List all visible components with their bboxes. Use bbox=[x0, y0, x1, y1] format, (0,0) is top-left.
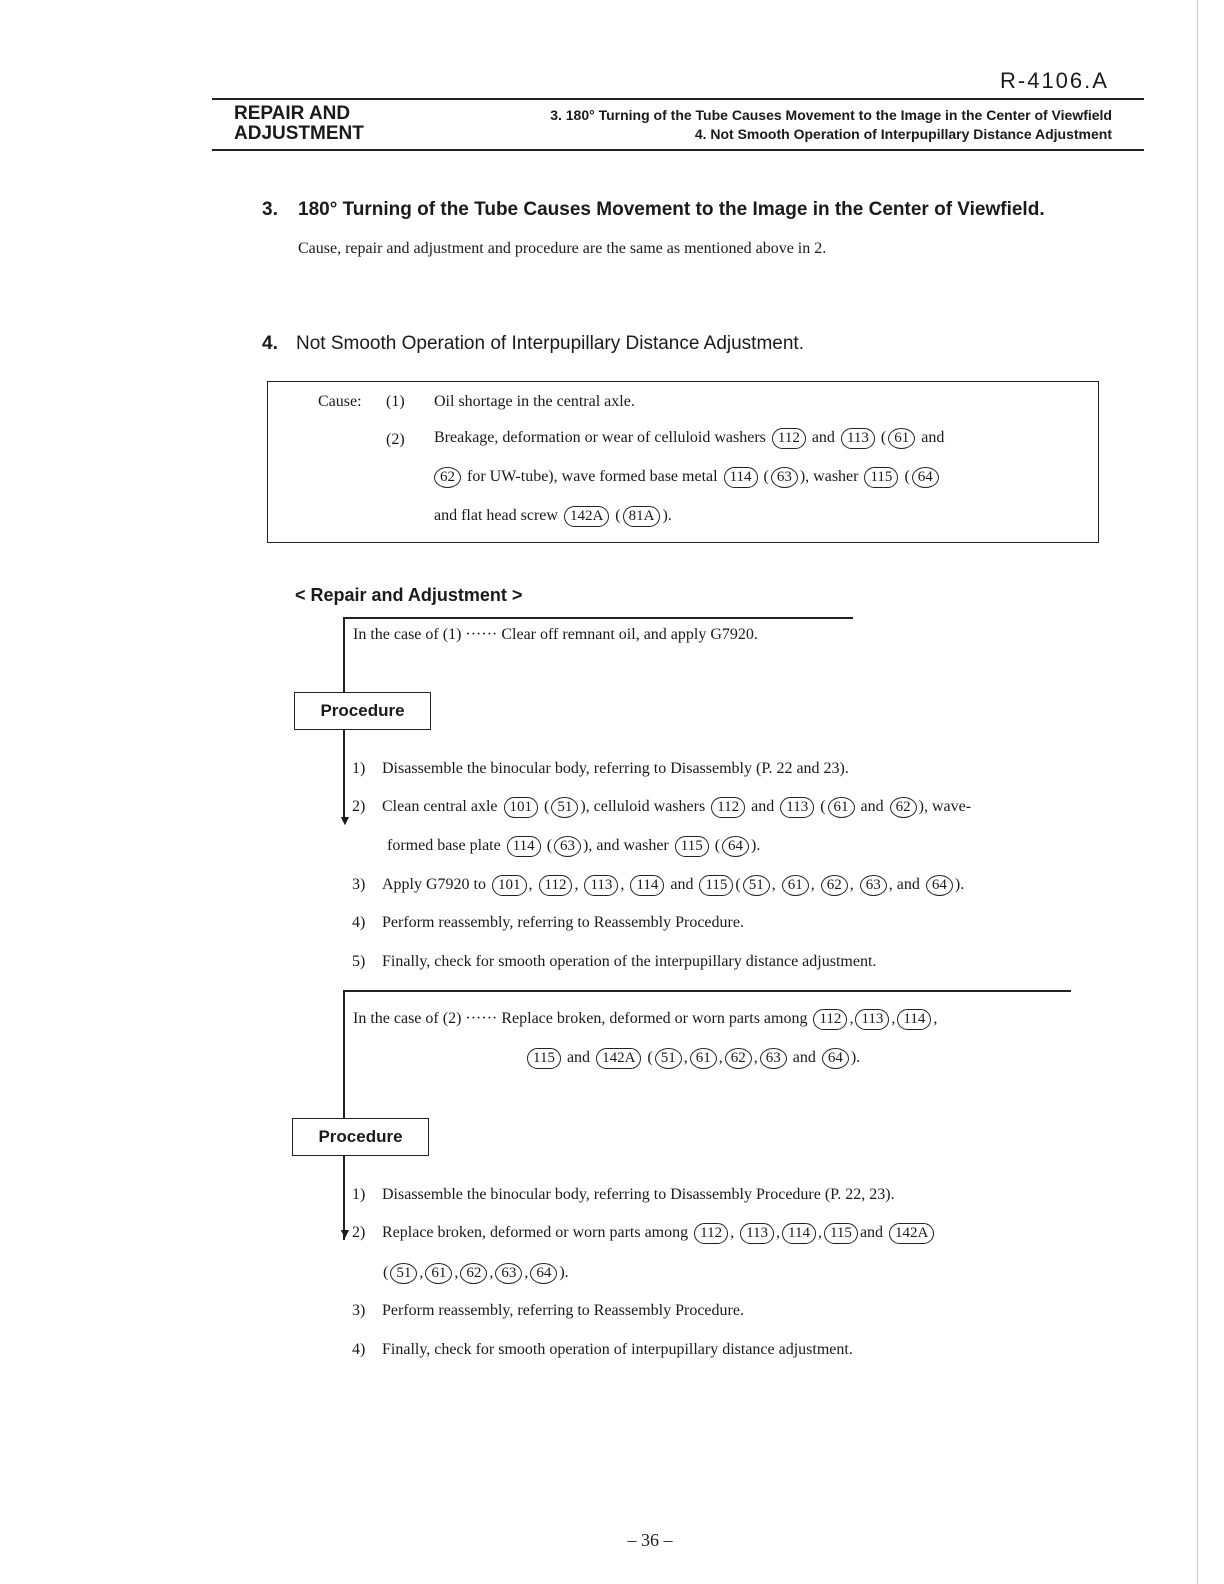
part-51: 51 bbox=[743, 875, 770, 896]
scan-edge-line bbox=[1197, 0, 1198, 1584]
header-topics bbox=[440, 106, 1112, 144]
part-142a: 142A bbox=[889, 1223, 934, 1244]
part-114: 114 bbox=[782, 1223, 816, 1244]
part-61: 61 bbox=[828, 797, 855, 818]
part-112: 112 bbox=[539, 875, 573, 896]
part-51: 51 bbox=[655, 1048, 682, 1069]
steps1-step5: 5) Finally, check for smooth operation of the interpupillary distance adjustment. bbox=[352, 953, 877, 970]
steps2-step2-line2: ( 51 , 61 , 62 , 63 , 64 ). bbox=[383, 1263, 569, 1284]
part-112: 112 bbox=[772, 428, 806, 449]
part-61: 61 bbox=[782, 875, 809, 896]
part-101: 101 bbox=[492, 875, 527, 896]
flow1-arrow-icon: ▼ bbox=[338, 814, 352, 829]
header-topic-2: 4. Not Smooth Operation of Interpupillary Distance Adjustment bbox=[694, 126, 1112, 142]
and-word: and bbox=[811, 429, 835, 446]
part-63: 63 bbox=[554, 836, 581, 857]
part-113: 113 bbox=[855, 1009, 889, 1030]
header-rule-top bbox=[212, 98, 1144, 100]
section-label bbox=[234, 104, 364, 144]
case1-rule bbox=[343, 617, 853, 619]
steps1-step4: 4) Perform reassembly, referring to Reassembly Procedure. bbox=[352, 914, 744, 931]
open-paren: ( bbox=[615, 507, 621, 524]
flat-head-text: and flat head screw bbox=[434, 507, 558, 524]
steps2-step4: 4) Finally, check for smooth operation of interpupillary distance adjustment. bbox=[352, 1341, 853, 1358]
part-142a: 142A bbox=[596, 1048, 641, 1069]
part-114: 114 bbox=[897, 1009, 931, 1030]
open-paren: ( bbox=[763, 468, 769, 485]
part-64: 64 bbox=[530, 1263, 557, 1284]
cause1-number: (1) bbox=[386, 393, 405, 410]
section3-title: 180° Turning of the Tube Causes Movement to the Image in the Center of Viewfield. bbox=[298, 199, 1045, 220]
section4-title: Not Smooth Operation of Interpupillary Distance Adjustment. bbox=[296, 333, 804, 354]
part-113: 113 bbox=[740, 1223, 774, 1244]
part-112: 112 bbox=[813, 1009, 847, 1030]
part-114: 114 bbox=[507, 836, 541, 857]
steps2-step2: 2) Replace broken, deformed or worn parts among 112 , 113 , 114 , 115 and 142A bbox=[352, 1223, 936, 1244]
cause-label: Cause: bbox=[318, 393, 362, 410]
cause2-line3 bbox=[434, 506, 672, 527]
steps1-step3: 3) Apply G7920 to 101 , 112 , 113 , 114 and 115 ( 51 , 61 , 62 , 63 , and 64 ). bbox=[352, 875, 964, 896]
part-114: 114 bbox=[630, 875, 664, 896]
open-paren: ( bbox=[880, 429, 887, 446]
and-word: and bbox=[921, 429, 945, 446]
part-64: 64 bbox=[722, 836, 749, 857]
washer-text: ), washer bbox=[799, 468, 859, 485]
part-51: 51 bbox=[390, 1263, 417, 1284]
part-62: 62 bbox=[821, 875, 848, 896]
part-112: 112 bbox=[711, 797, 745, 818]
part-115: 115 bbox=[675, 836, 709, 857]
flow2-line bbox=[343, 990, 345, 1240]
page-number: – 36 – bbox=[627, 1530, 673, 1550]
case2-rule bbox=[343, 990, 1071, 992]
case1-text: In the case of (1) ······ Clear off remnant oil, and apply G7920. bbox=[353, 626, 758, 643]
part-61: 61 bbox=[690, 1048, 717, 1069]
part-62: 62 bbox=[460, 1263, 487, 1284]
section-label-line1: REPAIR AND bbox=[234, 103, 351, 124]
procedure-box-2: Procedure bbox=[292, 1118, 429, 1156]
document-number: R-4106.A bbox=[1000, 68, 1109, 93]
for-uw-text: for UW-tube), wave formed base metal bbox=[467, 468, 718, 485]
part-51: 51 bbox=[551, 797, 578, 818]
section3-body: Cause, repair and adjustment and procedure are the same as mentioned above in 2. bbox=[298, 240, 827, 257]
part-63: 63 bbox=[760, 1048, 787, 1069]
flow2-arrow-icon: ▼ bbox=[338, 1227, 352, 1242]
part-142a: 142A bbox=[564, 506, 609, 527]
part-64: 64 bbox=[926, 875, 953, 896]
part-115: 115 bbox=[699, 875, 733, 896]
part-62: 62 bbox=[434, 467, 461, 488]
part-115: 115 bbox=[824, 1223, 858, 1244]
cause2-line2 bbox=[432, 467, 941, 488]
part-61: 61 bbox=[888, 428, 915, 449]
part-63: 63 bbox=[860, 875, 887, 896]
case2-line1: In the case of (2) ······ Replace broken, deformed or worn parts among 112 , 113 , 114 , bbox=[353, 1009, 937, 1030]
steps2-step3: 3) Perform reassembly, referring to Reassembly Procedure. bbox=[352, 1302, 744, 1319]
part-113: 113 bbox=[841, 428, 875, 449]
case2-line2: 115 and 142A ( 51 , 61 , 62 , 63 and 64 ). bbox=[525, 1048, 860, 1069]
close-paren: ). bbox=[662, 507, 672, 524]
case2-text: In the case of (2) ······ Replace broken, deformed or worn parts among bbox=[353, 1010, 808, 1027]
cause2-line1 bbox=[434, 428, 944, 449]
part-62: 62 bbox=[725, 1048, 752, 1069]
steps1-step1: 1) Disassemble the binocular body, referring to Disassembly (P. 22 and 23). bbox=[352, 760, 849, 777]
part-64: 64 bbox=[822, 1048, 849, 1069]
part-62: 62 bbox=[890, 797, 917, 818]
part-114: 114 bbox=[724, 467, 758, 488]
section4-number: 4. bbox=[262, 333, 278, 354]
section-label-line2: ADJUSTMENT bbox=[234, 123, 364, 144]
part-61: 61 bbox=[425, 1263, 452, 1284]
section3-number: 3. bbox=[262, 199, 278, 220]
part-115: 115 bbox=[864, 467, 898, 488]
header-rule-bottom bbox=[212, 149, 1144, 151]
part-113: 113 bbox=[584, 875, 618, 896]
part-63: 63 bbox=[771, 467, 798, 488]
part-115: 115 bbox=[527, 1048, 561, 1069]
part-101: 101 bbox=[504, 797, 539, 818]
repair-heading: < Repair and Adjustment > bbox=[295, 585, 523, 605]
procedure-box-1: Procedure bbox=[294, 692, 431, 730]
part-113: 113 bbox=[780, 797, 814, 818]
part-64: 64 bbox=[912, 467, 939, 488]
cause2-text: Breakage, deformation or wear of celluloid washers bbox=[434, 429, 766, 446]
steps2-step1: 1) Disassemble the binocular body, referring to Disassembly Procedure (P. 22, 23). bbox=[352, 1186, 895, 1203]
part-63: 63 bbox=[495, 1263, 522, 1284]
header-topic-1: 3. 180° Turning of the Tube Causes Movement to the Image in the Center of Viewfield bbox=[550, 107, 1112, 123]
open-paren: ( bbox=[904, 468, 910, 485]
cause1-text: Oil shortage in the central axle. bbox=[434, 393, 635, 410]
cause2-number: (2) bbox=[386, 431, 405, 448]
steps1-step2: 2) Clean central axle 101 ( 51 ), celluloid washers 112 and 113 ( 61 and 62 ), wave- bbox=[352, 797, 971, 818]
part-81a: 81A bbox=[623, 506, 661, 527]
part-112: 112 bbox=[694, 1223, 728, 1244]
steps1-step2-line2: formed base plate 114 ( 63 ), and washer 115 ( 64 ). bbox=[387, 836, 760, 857]
